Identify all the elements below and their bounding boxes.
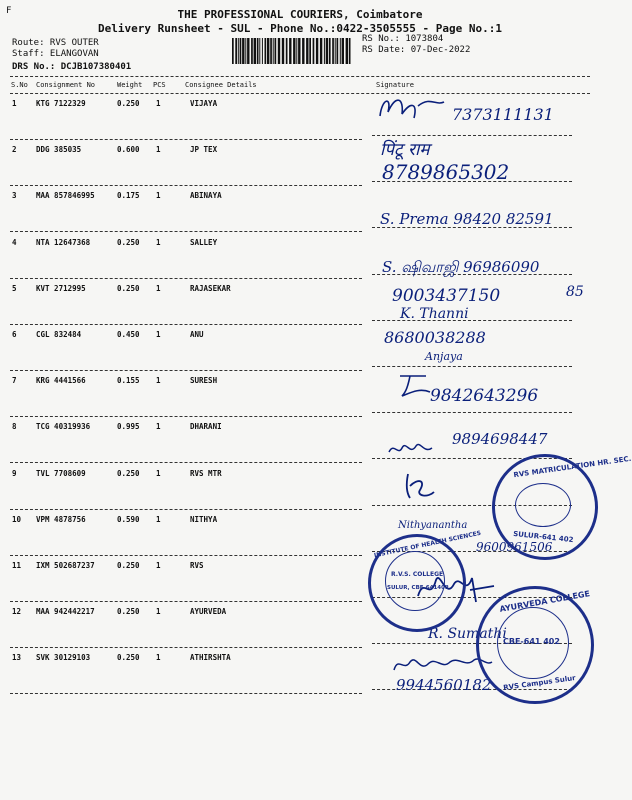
stamp-text: CBE-641 402 <box>503 637 560 646</box>
handwritten-phone: 9894698447 <box>452 430 548 448</box>
barcode-bar <box>270 38 272 64</box>
column-header-pcs: PCS <box>153 81 166 89</box>
signature-scribble <box>402 470 436 502</box>
barcode-bar <box>309 38 311 64</box>
corner-mark: F <box>6 6 12 16</box>
cell-sno: 11 <box>12 561 22 570</box>
row-divider <box>10 416 362 417</box>
row-divider <box>10 601 362 602</box>
cell-consignee: ABINAYA <box>190 191 222 201</box>
cell-pcs: 1 <box>156 607 161 617</box>
barcode-bar <box>245 38 246 64</box>
header-divider <box>10 76 590 77</box>
cell-weight: 0.175 <box>117 191 140 201</box>
column-header-consignment: Consignment No <box>36 81 96 89</box>
signature-line <box>372 366 572 367</box>
stamp-text: RVS MATRICULATION HR. SEC. <box>513 454 632 480</box>
handwritten-name: K. Thanni <box>400 306 469 322</box>
column-header-consignee: Consignee Details <box>185 81 257 89</box>
cell-pcs: 1 <box>156 237 161 247</box>
handwritten-phone: 9003437150 <box>392 286 501 306</box>
barcode-bar <box>320 38 322 64</box>
cell-consignee: RVS <box>190 561 204 570</box>
cell-consignment: TVL 7708609 <box>36 468 86 478</box>
cell-weight: 0.250 <box>117 283 140 293</box>
handwritten-name: R. Sumathi <box>428 626 507 642</box>
cell-pcs: 1 <box>156 514 161 524</box>
barcode-bar <box>335 38 336 64</box>
barcode-bar <box>329 38 331 64</box>
institute-seal-stamp <box>368 529 482 632</box>
barcode-bar <box>302 38 304 64</box>
column-header-divider <box>10 93 590 94</box>
cell-weight: 0.450 <box>117 330 140 339</box>
handwritten-name-phone: S. Prema 98420 82591 <box>380 210 554 228</box>
row-divider <box>10 185 362 186</box>
row-divider <box>10 139 362 140</box>
cell-consignment: KVT 2712995 <box>36 283 86 293</box>
row-divider <box>10 278 362 279</box>
cell-consignee: JP TEX <box>190 145 218 155</box>
barcode-bar <box>293 38 295 64</box>
handwritten-name: Nithyanantha <box>398 520 468 531</box>
route-info: Route: RVS OUTER <box>12 38 99 48</box>
row-divider <box>10 231 362 232</box>
cell-pcs: 1 <box>156 653 161 663</box>
cell-weight: 0.250 <box>117 468 140 478</box>
cell-sno: 10 <box>12 514 22 524</box>
stamp-text: R.V.S. COLLEGE <box>391 571 444 578</box>
row-divider <box>10 647 362 648</box>
barcode-bar <box>235 38 237 64</box>
cell-consignment: DDG 385035 <box>36 145 82 155</box>
cell-weight: 0.995 <box>117 422 140 432</box>
barcode-bar <box>346 38 348 64</box>
row-divider <box>10 462 362 463</box>
barcode-bar <box>232 38 234 64</box>
drs-number: DRS No.: DCJB107380401 <box>12 62 132 72</box>
barcode-bar <box>340 38 341 64</box>
cell-sno: 3 <box>12 191 17 201</box>
cell-pcs: 1 <box>156 99 161 108</box>
cell-sno: 4 <box>12 237 17 247</box>
cell-sno: 1 <box>12 99 17 108</box>
cell-sno: 9 <box>12 468 17 478</box>
barcode-bar <box>337 38 339 64</box>
cell-consignment: TCG 40319936 <box>36 422 91 432</box>
cell-sno: 7 <box>12 376 17 386</box>
cell-consignment: KRG 4441566 <box>36 376 86 386</box>
row-divider <box>10 509 362 510</box>
barcode-bar <box>278 38 280 64</box>
barcode-bar <box>349 38 351 64</box>
barcode-bar <box>306 38 308 64</box>
column-header-sno: S.No <box>11 81 28 89</box>
handwritten-phone: 8789865302 <box>382 160 510 184</box>
cell-pcs: 1 <box>156 561 161 570</box>
staff-info: Staff: ELANGOVAN <box>12 49 99 59</box>
column-header-weight: Weight <box>117 81 143 89</box>
barcode-bar <box>313 38 315 64</box>
cell-pcs: 1 <box>156 422 161 432</box>
cell-consignment: VPM 4878756 <box>36 514 86 524</box>
cell-consignee: ANU <box>190 330 204 339</box>
cell-pcs: 1 <box>156 145 161 155</box>
cell-weight: 0.250 <box>117 237 140 247</box>
signature-line <box>372 412 572 413</box>
barcode-bar <box>251 38 253 64</box>
cell-pcs: 1 <box>156 191 161 201</box>
stamp-text: RVS Campus Sulur <box>502 673 577 693</box>
cell-consignee: SALLEY <box>190 237 218 247</box>
cell-consignment: CGL 832484 <box>36 330 82 339</box>
cell-consignment: NTA 12647368 <box>36 237 91 247</box>
barcode-bar <box>242 38 244 64</box>
cell-weight: 0.600 <box>117 145 140 155</box>
cell-consignee: ATHIRSHTA <box>190 653 231 663</box>
row-divider <box>10 555 362 556</box>
runsheet-title: Delivery Runsheet - SUL - Phone No.:0422-3505555 - Page No.:1 <box>98 22 502 35</box>
handwritten-phone-suffix: 85 <box>566 284 584 300</box>
barcode-bar <box>289 38 291 64</box>
barcode-bar <box>332 38 334 64</box>
barcode-bar <box>254 38 256 64</box>
barcode-bar <box>267 38 269 64</box>
cell-consignee: DHARANI <box>190 422 222 432</box>
barcode-bar <box>296 38 297 64</box>
barcode-bar <box>240 38 242 64</box>
cell-sno: 5 <box>12 283 17 293</box>
barcode-bar <box>262 38 263 64</box>
barcode-bar <box>265 38 267 64</box>
cell-consignee: AYURVEDA <box>190 607 227 617</box>
cell-consignee: NITHYA <box>190 514 218 524</box>
school-seal-stamp <box>492 454 632 560</box>
cell-pcs: 1 <box>156 283 161 293</box>
cell-weight: 0.250 <box>117 607 140 617</box>
cell-weight: 0.590 <box>117 514 140 524</box>
cell-sno: 12 <box>12 607 22 617</box>
cell-consignment: IXM 502687237 <box>36 561 95 570</box>
row-divider <box>10 324 362 325</box>
cell-consignment: SVK 30129103 <box>36 653 91 663</box>
cell-consignee: SURESH <box>190 376 218 386</box>
cell-consignee: VIJAYA <box>190 99 218 108</box>
barcode-bar <box>282 38 284 64</box>
barcode-bar <box>257 38 259 64</box>
handwritten-name-phone: S. ஷிவாஜி 96986090 <box>382 258 540 276</box>
ayurveda-college-seal-stamp <box>476 586 594 704</box>
signature-scribble <box>374 88 454 124</box>
barcode-bar <box>247 38 249 64</box>
stamp-inner-ring <box>515 483 571 527</box>
cell-pcs: 1 <box>156 330 161 339</box>
barcode-bar <box>275 38 277 64</box>
row-divider <box>10 693 362 694</box>
cell-consignment: MAA 942442217 <box>36 607 95 617</box>
stamp-text: SULUR-641 402 <box>512 529 574 545</box>
cell-consignment: KTG 7122329 <box>36 99 86 108</box>
barcode-bar <box>324 38 325 64</box>
handwritten-name: Anjaya <box>425 350 463 363</box>
cell-consignee: RAJASEKAR <box>190 283 231 293</box>
cell-sno: 13 <box>12 653 22 663</box>
handwritten-phone: 9842643296 <box>430 386 539 406</box>
cell-sno: 8 <box>12 422 17 432</box>
cell-weight: 0.250 <box>117 561 140 570</box>
handwritten-name: पिंटू राम <box>380 140 430 160</box>
barcode-bar <box>238 38 239 64</box>
barcode-bar <box>298 38 300 64</box>
barcode-bar <box>316 38 318 64</box>
stamp-text: INSTITUTE OF HEALTH SCIENCES <box>373 529 482 560</box>
cell-consignee: RVS MTR <box>190 468 222 478</box>
signature-line <box>372 135 572 136</box>
handwritten-phone: 8680038288 <box>384 328 486 347</box>
cell-pcs: 1 <box>156 376 161 386</box>
handwritten-phone: 9600961506 <box>476 540 553 554</box>
column-header-signature: Signature <box>376 81 414 89</box>
row-divider <box>10 370 362 371</box>
cell-weight: 0.250 <box>117 653 140 663</box>
barcode <box>232 38 354 64</box>
barcode-bar <box>273 38 274 64</box>
cell-pcs: 1 <box>156 468 161 478</box>
rs-number: RS No.: 1073804 <box>362 34 444 44</box>
cell-sno: 2 <box>12 145 17 155</box>
cell-weight: 0.250 <box>117 99 140 108</box>
cell-consignment: MAA 857846995 <box>36 191 95 201</box>
company-title: THE PROFESSIONAL COURIERS, Coimbatore <box>177 8 423 21</box>
signature-scribble <box>386 438 434 460</box>
barcode-bar <box>326 38 328 64</box>
barcode-bar <box>259 38 260 64</box>
barcode-bar <box>342 38 344 64</box>
cell-weight: 0.155 <box>117 376 140 386</box>
stamp-text: SULUR, CBE-641402 <box>387 585 449 591</box>
stamp-inner-ring <box>385 551 445 611</box>
stamp-text: AYURVEDA COLLEGE <box>498 589 591 614</box>
handwritten-phone: 9944560182 <box>396 676 492 694</box>
rs-date: RS Date: 07-Dec-2022 <box>362 45 471 55</box>
handwritten-phone: 7373111131 <box>452 105 554 124</box>
barcode-bar <box>286 38 288 64</box>
cell-sno: 6 <box>12 330 17 339</box>
